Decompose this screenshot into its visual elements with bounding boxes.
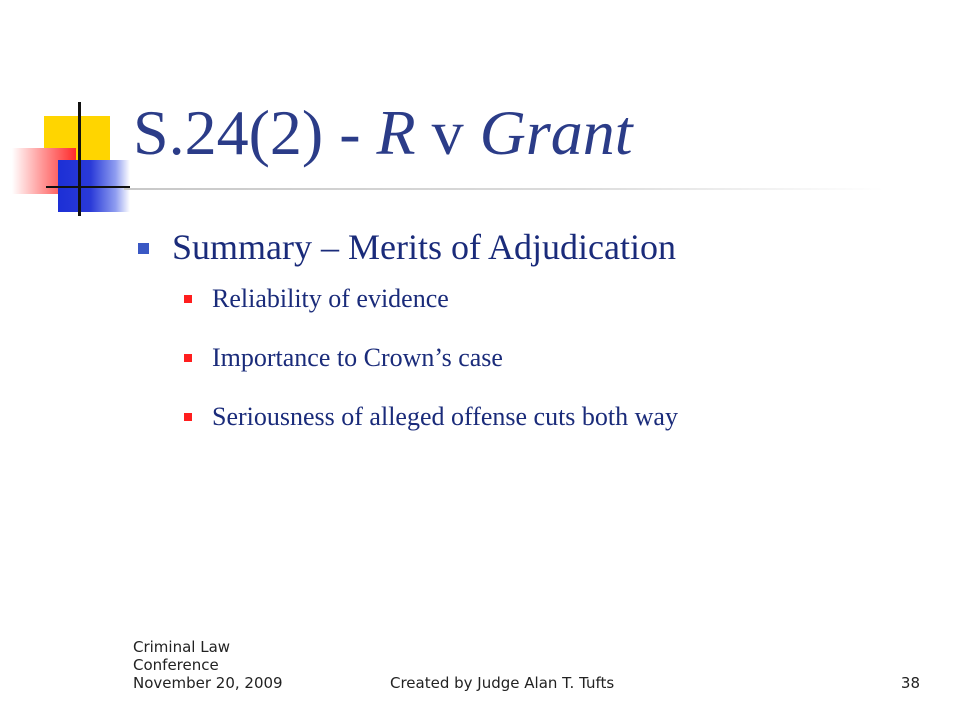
title-party-grant: Grant <box>479 97 633 168</box>
title-versus: v <box>415 97 480 168</box>
sub-bullet-list <box>138 282 938 434</box>
title-underline-rule <box>124 188 884 190</box>
title-prefix: S.24(2) - <box>133 97 377 168</box>
square-bullet-icon <box>184 295 192 303</box>
decor-horizontal-line <box>46 186 130 188</box>
slide-body <box>138 224 938 459</box>
slide-number: 38 <box>900 674 920 692</box>
decor-vertical-line <box>78 102 81 216</box>
footer-author: Created by Judge Alan T. Tufts <box>390 674 615 692</box>
sub-bullet-item <box>138 341 938 375</box>
square-bullet-icon <box>184 354 192 362</box>
bullet-level1 <box>138 224 938 270</box>
sub-bullet-item <box>138 282 938 316</box>
sub-bullet-text: Importance to Crown’s case <box>212 343 503 372</box>
sub-bullet-text: Reliability of evidence <box>212 284 449 313</box>
footer-line: Criminal Law <box>133 638 231 656</box>
footer-line: Conference <box>133 656 219 674</box>
sub-bullet-item <box>138 400 938 434</box>
title-party-r: R <box>376 97 416 168</box>
square-bullet-icon <box>138 243 149 254</box>
sub-bullet-text: Seriousness of alleged offense cuts both way <box>212 402 678 431</box>
footer-conference-info <box>133 638 293 692</box>
square-bullet-icon <box>184 413 192 421</box>
footer-line: November 20, 2009 <box>133 674 283 692</box>
slide-title <box>133 92 633 174</box>
bullet-text: Summary – Merits of Adjudication <box>172 227 676 267</box>
